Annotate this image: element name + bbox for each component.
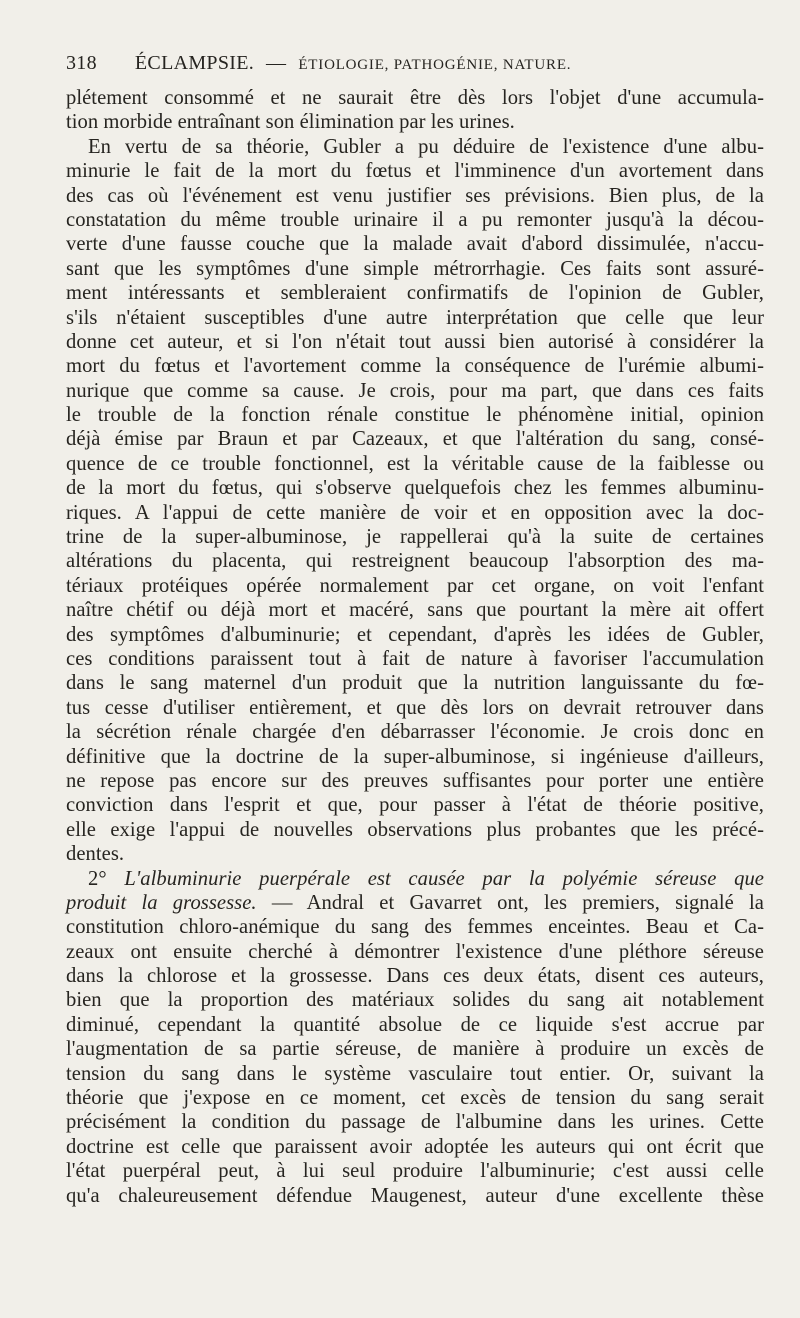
text-line: elle exige l'appui de nouvelles observations plus probantes que les précé- — [66, 818, 764, 841]
text-line: riques. A l'appui de cette manière de voir et en opposition avec la doc- — [66, 501, 764, 524]
text-line: tion morbide entraînant son élimination par les urines. — [66, 111, 515, 134]
text-line: l'état puerpéral peut, à lui seul produire l'albuminurie; c'est aussi celle — [66, 1160, 764, 1183]
text-line: des symptômes d'albuminurie; et cependant, d'après les idées de Gubler, — [66, 623, 764, 646]
text-line: des cas où l'événement est venu justifier ses prévisions. Bien plus, de la — [66, 184, 764, 207]
text-line: définitive que la doctrine de la super-albuminose, si ingénieuse d'ailleurs, — [66, 745, 764, 768]
text-line: dans le sang maternel d'un produit que la nutrition languissante du fœ- — [66, 672, 764, 695]
text-line: le trouble de la fonction rénale constitue le phénomène initial, opinion — [66, 404, 764, 427]
text-line: doctrine est celle que paraissent avoir adoptée les auteurs qui ont écrit que — [66, 1135, 764, 1158]
text-line: tus cesse d'utiliser entièrement, et que dès lors on devrait retrouver dans — [66, 696, 764, 719]
text-line: altérations du placenta, qui restreignent beaucoup l'absorption des ma- — [66, 550, 764, 573]
text-line: diminué, cependant la quantité absolue de ce liquide s'est accrue par — [66, 1013, 764, 1036]
text-line: trine de la super-albuminose, je rappellerai qu'à la suite de certaines — [66, 526, 764, 549]
text-line: tension du sang dans le système vasculaire tout entier. Or, suivant la — [66, 1062, 764, 1085]
text-line-italic-lead: 2° L'albuminurie puerpérale est causée par la polyémie séreuse que — [88, 867, 764, 890]
running-header — [66, 52, 764, 86]
text-line: sant que les symptômes d'une simple métrorrhagie. Ces faits sont assuré- — [66, 257, 764, 280]
text-line: mort du fœtus et l'avortement comme la conséquence de l'urémie albumi- — [66, 355, 764, 378]
text-line: constitution chloro-anémique du sang des femmes enceintes. Beau et Ca- — [66, 916, 764, 939]
section-subtitle: ÉTIOLOGIE, PATHOGÉNIE, NATURE. — [298, 57, 572, 73]
italic-text: produit la grossesse. — [66, 891, 257, 914]
text-line: ces conditions paraissent tout à fait de nature à favoriser l'accumulation — [66, 647, 764, 670]
text-line: En vertu de sa théorie, Gubler a pu déduire de l'existence d'une albu- — [88, 135, 764, 158]
page-number: 318 — [66, 52, 97, 74]
text-line: ment intéressants et sembleraient confirmatifs de l'opinion de Gubler, — [66, 282, 764, 305]
text-line: dentes. — [66, 843, 125, 866]
text-line: l'augmentation de sa partie séreuse, de manière à produire un excès de — [66, 1038, 764, 1061]
text-line: dans la chlorose et la grossesse. Dans ces deux états, disent ces auteurs, — [66, 965, 764, 988]
text-line: de la mort du fœtus, qui s'observe quelquefois chez les femmes albuminu- — [66, 477, 764, 500]
text-line: minurie le fait de la mort du fœtus et l'imminence d'un avortement dans — [66, 160, 764, 183]
text-line: conviction dans l'esprit et que, pour passer à l'état de théorie positive, — [66, 794, 764, 817]
header-dash: — — [266, 52, 287, 74]
chapter-title: ÉCLAMPSIE. — [134, 52, 255, 74]
italic-text: L'albuminurie puerpérale est causée par la polyémie séreuse que — [124, 867, 764, 890]
text-line: donne cet auteur, et si l'on n'était tout aussi bien autorisé à considérer la — [66, 330, 764, 353]
text-line: s'ils n'étaient susceptibles d'une autre interprétation que celle que leur — [66, 306, 764, 329]
text-line: verte d'une fausse couche que la malade avait d'abord dissimulée, n'accu- — [66, 233, 764, 256]
text-line-italic-lead: produit la grossesse. — Andral et Gavarret ont, les premiers, signalé la — [66, 891, 764, 914]
text-line: précisément la condition du passage de l'albumine dans les urines. Cette — [66, 1111, 764, 1134]
text-line: bien que la proportion des matériaux solides du sang ait notablement — [66, 989, 764, 1012]
text-line: naître chétif ou déjà mort et macéré, sans que pourtant la mère ait offert — [66, 599, 764, 622]
body-text — [66, 86, 764, 1208]
text-line: plétement consommé et ne saurait être dès lors l'objet d'une accumula- — [66, 87, 764, 109]
text-line: quence de ce trouble fonctionnel, est la véritable cause de la faiblesse ou — [66, 452, 764, 475]
text-line: zeaux ont ensuite cherché à démontrer l'existence d'une pléthore séreuse — [66, 940, 764, 963]
text-line: déjà émise par Braun et par Cazeaux, et que l'altération du sang, consé- — [66, 428, 764, 451]
text-line: la sécrétion rénale chargée d'en débarrasser l'économie. Je crois donc en — [66, 721, 764, 744]
text-line: qu'a chaleureusement défendue Maugenest, auteur d'une excellente thèse — [66, 1184, 764, 1207]
text-line: nurique que comme sa cause. Je crois, pour ma part, que dans ces faits — [66, 379, 764, 402]
text-line: théorie que j'expose en ce moment, cet excès de tension du sang serait — [66, 1087, 764, 1110]
text-line: ne repose pas encore sur des preuves suffisantes pour porter une entière — [66, 769, 764, 792]
text-line: tériaux protéiques opérée normalement par cet organe, on voit l'enfant — [66, 574, 764, 597]
text-line: constatation du même trouble urinaire il a pu remonter jusqu'à la décou- — [66, 208, 764, 231]
